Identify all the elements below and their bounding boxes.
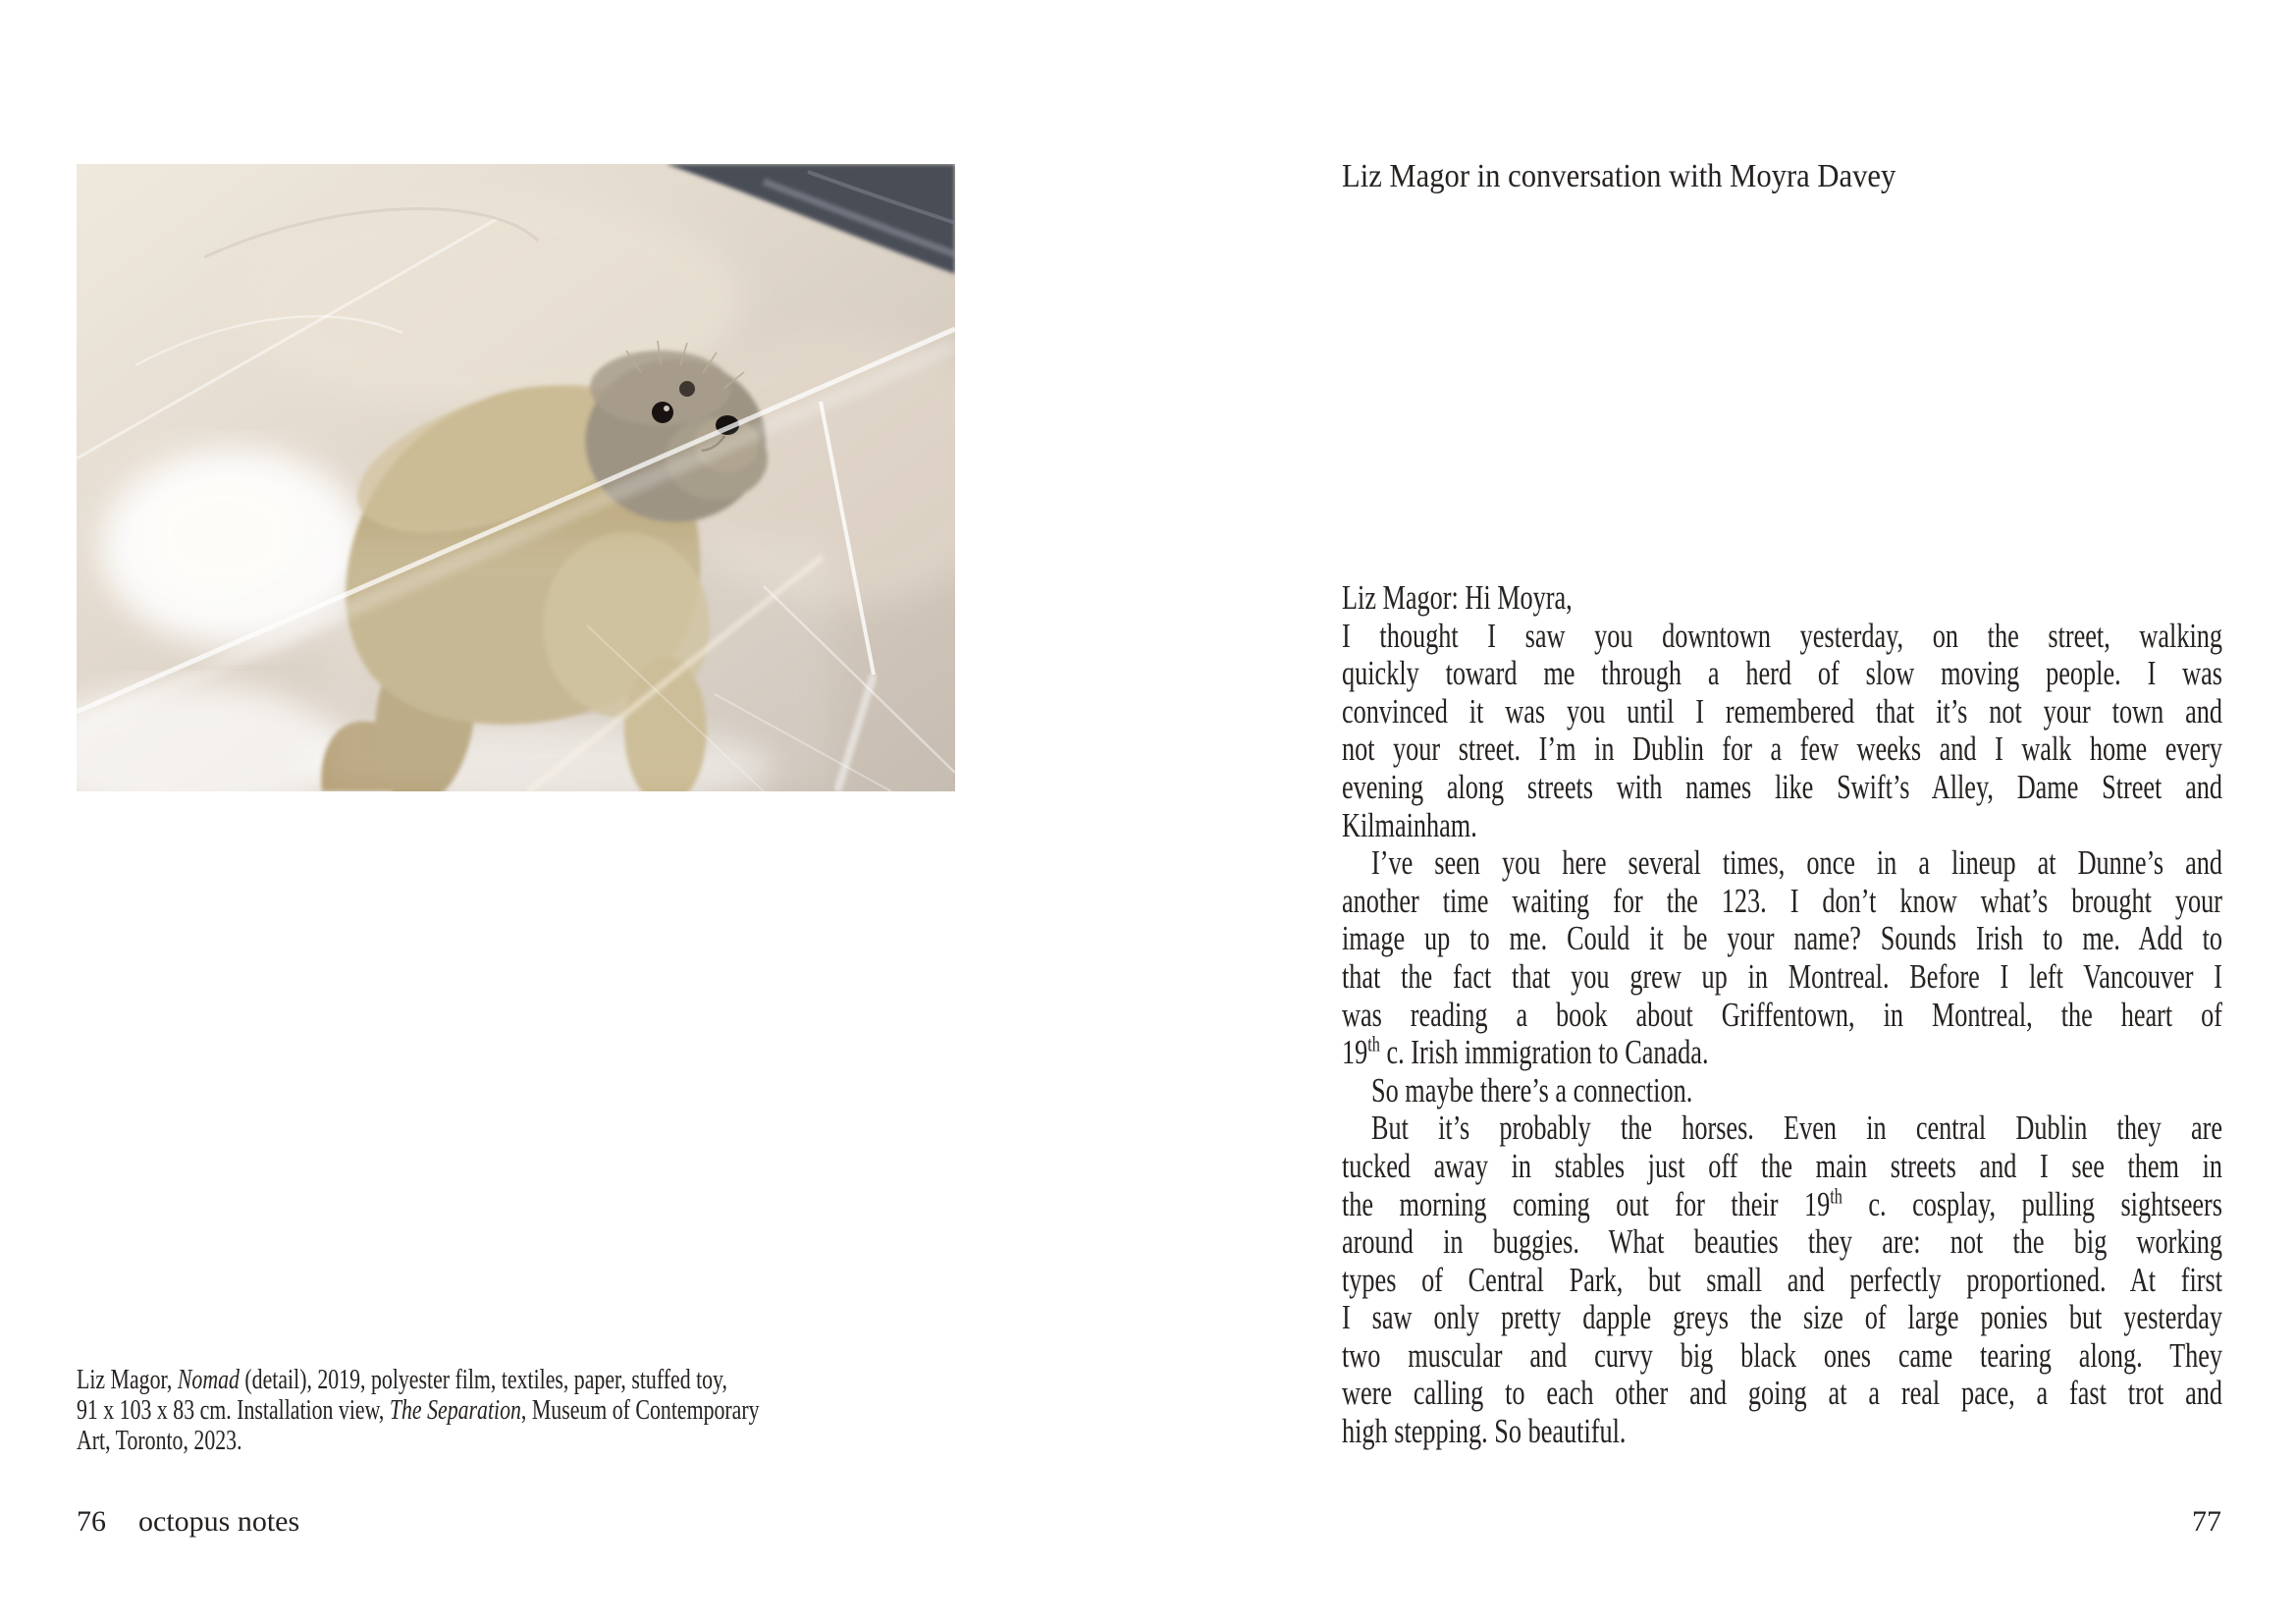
page-number-right: 77 (2192, 1505, 2221, 1538)
text-line: I saw only pretty dapple greys the size of large ponies but yesterday (1342, 1298, 2222, 1337)
text-line: another time waiting for the 123. I don’t know what’s brought your (1342, 881, 2222, 920)
paragraph (1342, 844, 2222, 1072)
paragraph (1342, 1072, 2222, 1110)
text-line: image up to me. Could it be your name? Sounds Irish to me. Add to (1342, 919, 2222, 958)
text-line: I’ve seen you here several times, once in a lineup at Dunne’s and (1371, 843, 2222, 883)
text-line: types of Central Park, but small and perfectly proportioned. At first (1342, 1260, 2222, 1299)
text-line: high stepping. So beautiful. (1342, 1412, 1627, 1451)
text-line: But it’s probably the horses. Even in central Dublin they are (1371, 1109, 2222, 1148)
text-line: quickly toward me through a herd of slow moving people. I was (1342, 654, 2222, 693)
text-line: tucked away in stables just off the main streets and I see them in (1342, 1146, 2222, 1185)
caption-line: Art, Toronto, 2023. (77, 1426, 242, 1456)
journal-name: octopus notes (138, 1505, 300, 1538)
text-line: 19th c. Irish immigration to Canada. (1342, 1032, 1709, 1072)
paragraph (1342, 579, 2222, 618)
text-line: the morning coming out for their 19th c. cosplay, pulling sightseers (1342, 1183, 2222, 1223)
image-caption (77, 1365, 965, 1456)
text-line: I thought I saw you downtown yesterday, on the street, walking (1342, 616, 2222, 655)
conversation-text (1342, 579, 2222, 1451)
text-line: two muscular and curvy big black ones came tearing along. They (1342, 1335, 2222, 1375)
text-line: Kilmainham. (1342, 805, 1477, 844)
text-line: not your street. I’m in Dublin for a few weeks and I walk home every (1342, 730, 2222, 769)
text-line: were calling to each other and going at a real pace, a fast trot and (1342, 1374, 2222, 1413)
text-line: Liz Magor: Hi Moyra, (1342, 578, 1573, 617)
caption-line: 91 x 103 x 83 cm. Installation view, The Separation, Museum of Contemporary (77, 1395, 760, 1426)
paragraph (1342, 618, 2222, 845)
artwork-illustration (77, 164, 955, 791)
text-line: So maybe there’s a connection. (1371, 1070, 1693, 1110)
caption-line: Liz Magor, Nomad (detail), 2019, polyester film, textiles, paper, stuffed toy, (77, 1365, 728, 1395)
text-line: around in buggies. What beauties they are: not the big working (1342, 1222, 2222, 1262)
text-line: evening along streets with names like Swift’s Alley, Dame Street and (1342, 767, 2222, 806)
left-page-footer (77, 1504, 299, 1540)
conversation-title: Liz Magor in conversation with Moyra Davey (1342, 158, 1896, 194)
artwork-photo (77, 164, 955, 791)
text-line: was reading a book about Griffentown, in Montreal, the heart of (1342, 995, 2222, 1034)
text-line: that the fact that you grew up in Montreal. Before I left Vancouver I (1342, 956, 2222, 996)
paragraph (1342, 1110, 2222, 1450)
page-number-left: 76 (77, 1505, 106, 1538)
text-line: convinced it was you until I remembered that it’s not your town and (1342, 691, 2222, 731)
